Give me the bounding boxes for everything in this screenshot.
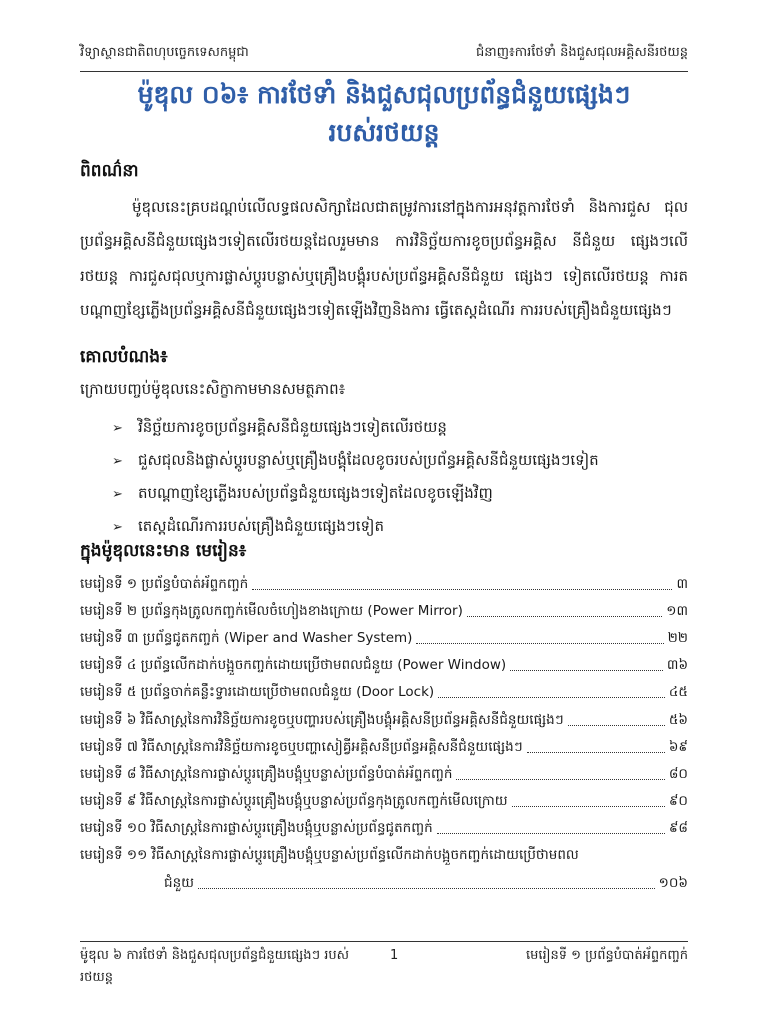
footer-lesson: មេរៀនទី ១ ប្រព័ន្ធបំបាត់អ័ព្ទកញ្ចក់ [525,948,688,963]
table-of-contents [80,571,688,897]
toc-leader [467,615,662,617]
toc-leader [527,751,665,753]
toc-leader [438,696,665,698]
toc-leader [568,724,665,726]
arrow-bullet-icon: ➢ [112,454,123,469]
toc-leader [252,588,672,590]
toc-page: ៩០ [668,793,688,810]
toc-page: ៨០ [668,765,688,782]
toc-entry-continuation[interactable] [80,870,688,897]
toc-label: មេរៀនទី ១១ វិធីសាស្ត្រនៃការផ្លាស់ប្តូរគ្រឿងបង្គុំឬបន្លាស់ប្រព័ន្ធលើកដាក់បង្អួចកញ្ចក់ដោយប្រើថាមពល [80,847,579,864]
toc-label: មេរៀនទី ១០ វិធីសាស្ត្រនៃការផ្លាស់ប្តូរគ្រឿងបង្គុំឬបន្លាស់ប្រព័ន្ធជូតកញ្ចក់ [80,820,433,837]
toc-page: ១៣ [666,602,688,619]
toc-page: ៣ [676,575,688,592]
module-title-line-2: របស់រថយន្ត [328,118,440,147]
footer-divider [80,941,688,942]
toc-entry[interactable] [80,680,688,707]
toc-label: មេរៀនទី ១ ប្រព័ន្ធបំបាត់អ័ព្ទកញ្ចក់ [80,575,249,592]
objective-item [112,412,599,445]
header-skill: ជំនាញ៖ការថែទាំ និងជួសជុលអគ្គិសនីរថយន្ត [475,44,688,60]
toc-label: មេរៀនទី ៩ វិធីសាស្ត្រនៃការផ្លាស់ប្តូរគ្រឿងបង្គុំឬបន្លាស់ប្រព័ន្ធកុងត្រូលកញ្ចក់មើលក្រោយ [80,793,508,810]
toc-entry[interactable] [80,816,688,843]
toc-label: មេរៀនទី ៧ វិធីសាស្ត្រនៃការវិនិច្ឆ័យការខូចឬបញ្ហាសៀគ្វីអគ្គិសនីប្រព័ន្ធអគ្គិសនីជំនួយផ្សេងៗ [80,738,523,755]
toc-leader [510,669,663,671]
toc-page: ២២ [667,629,688,646]
toc-label-continued: ជំនួយ [164,874,194,891]
page-header [80,40,688,66]
description-text: ម៉ូឌុលនេះគ្របដណ្តប់លើលទ្ធផលសិក្សាដែលជាតម្រូវការនៅក្នុងការអនុវត្តការថែទាំ និងការជួស ជុលប្រព័ន្ធអគ្គិសនីជំនួយផ្សេងៗទៀតលើរថយន្តដែលរួមមាន ការវិនិច្ឆ័យការខូចប្រព័ន្ធអគ្គិស នីជំនួយ ផ្សេងៗលើរថយន្ត ការជួសជុលឬការផ្លាស់ប្តូរបន្លាស់ឬគ្រឿងបង្គុំរបស់ប្រព័ន្ធអគ្គិសនីជំនួយ ផ្សេងៗ ទៀតលើរថយន្ត ការតបណ្តាញខ្សែភ្លើងប្រព័ន្ធអគ្គិសនីជំនួយផ្សេងៗទៀតឡើងវិញនិងការ ធ្វើតេស្តដំណើរ ការរបស់គ្រឿងជំនួយផ្សេងៗ [80,198,688,320]
module-title [80,76,688,152]
objective-text: វិនិច្ឆ័យការខូចប្រព័ន្ធអគ្គិសនីជំនួយផ្សេងៗទៀតលើរថយន្ត [138,417,447,436]
objective-item [112,445,599,478]
toc-leader [456,778,664,780]
toc-page: ៦៩ [668,738,688,755]
objective-text: ជួសជុលនិងផ្លាស់ប្តូរបន្លាស់ឬគ្រឿងបង្គុំដែលខូចរបស់ប្រព័ន្ធអគ្គិសនីជំនួយផ្សេងៗទៀត [138,450,599,469]
description-heading: ពិពណ៌នា [80,161,139,181]
toc-entry[interactable] [80,625,688,652]
toc-entry[interactable] [80,571,688,598]
toc-page: ១០៦ [658,874,688,891]
toc-label: មេរៀនទី ៣ ប្រព័ន្ធជូតកញ្ចក់ (Wiper and Washer System) [80,629,413,646]
toc-entry[interactable] [80,598,688,625]
toc-page: ៥៦ [668,711,688,728]
toc-page: ៤៥ [668,684,688,701]
header-divider [80,71,688,72]
toc-leader [512,805,665,807]
toc-entry[interactable] [80,653,688,680]
arrow-bullet-icon: ➢ [112,520,123,535]
toc-page: ៣៦ [666,657,688,674]
toc-leader [416,642,663,644]
objectives-heading: គោលបំណង៖ [80,347,168,367]
module-title-line-1: ម៉ូឌុល ០៦៖ ការថែទាំ និងជួសជុលប្រព័ន្ធជំនួយផ្សេងៗ [137,80,631,109]
toc-label: មេរៀនទី ២ ប្រព័ន្ធកុងត្រូលកញ្ចក់មើលចំហៀងខាងក្រោយ (Power Mirror) [80,602,463,619]
objective-item [112,478,599,511]
contents-heading: ក្នុងម៉ូឌុលនេះមាន មេរៀន៖ [80,541,247,561]
objective-text: តេស្តដំណើរការរបស់គ្រឿងជំនួយផ្សេងៗទៀត [138,516,385,535]
arrow-bullet-icon: ➢ [112,421,123,436]
objectives-list [112,412,599,544]
footer-page-number: 1 [390,948,399,963]
objective-text: តបណ្តាញខ្សែភ្លើងរបស់ប្រព័ន្ធជំនួយផ្សេងៗទៀតដែលខូចឡើងវិញ [138,483,493,502]
toc-label: មេរៀនទី ៨ វិធីសាស្ត្រនៃការផ្លាស់ប្តូរគ្រឿងបង្គុំឬបន្លាស់ប្រព័ន្ធបំបាត់អ័ព្ទកញ្ចក់ [80,765,453,782]
toc-entry[interactable] [80,707,688,734]
toc-entry[interactable] [80,734,688,761]
header-institution: វិទ្យាស្ថានជាតិពហុបច្ចេកទេសកម្ពុជា [80,44,249,60]
toc-leader [437,832,665,834]
toc-label: មេរៀនទី ៥ ប្រព័ន្ធចាក់គន្លឹះទ្វារដោយប្រើថាមពលជំនួយ (Door Lock) [80,684,435,701]
toc-entry-last[interactable] [80,843,688,870]
arrow-bullet-icon: ➢ [112,487,123,502]
toc-page: ៩៨ [668,820,688,837]
objectives-intro: ក្រោយបញ្ចប់ម៉ូឌុលនេះសិក្ខាកាមមានសមត្ថភាព៖ [80,380,346,398]
toc-entry[interactable] [80,789,688,816]
footer-module: ម៉ូឌុល ៦ ការថែទាំ និងជួសជុលប្រព័ន្ធជំនួយផ្សេងៗ របស់រថយន្ត [80,948,349,985]
toc-label: មេរៀនទី ៤ ប្រព័ន្ធលើកដាក់បង្អួចកញ្ចក់ដោយប្រើថាមពលជំនួយ (Power Window) [80,657,507,674]
toc-label: មេរៀនទី ៦ វិធីសាស្ត្រនៃការវិនិច្ឆ័យការខូចឬបញ្ហារបស់គ្រឿងបង្គុំអគ្គិសនីប្រព័ន្ធអគ្គិសនីជំនួយផ្សេងៗ [80,711,564,728]
toc-entry[interactable] [80,761,688,788]
toc-leader [198,887,655,889]
